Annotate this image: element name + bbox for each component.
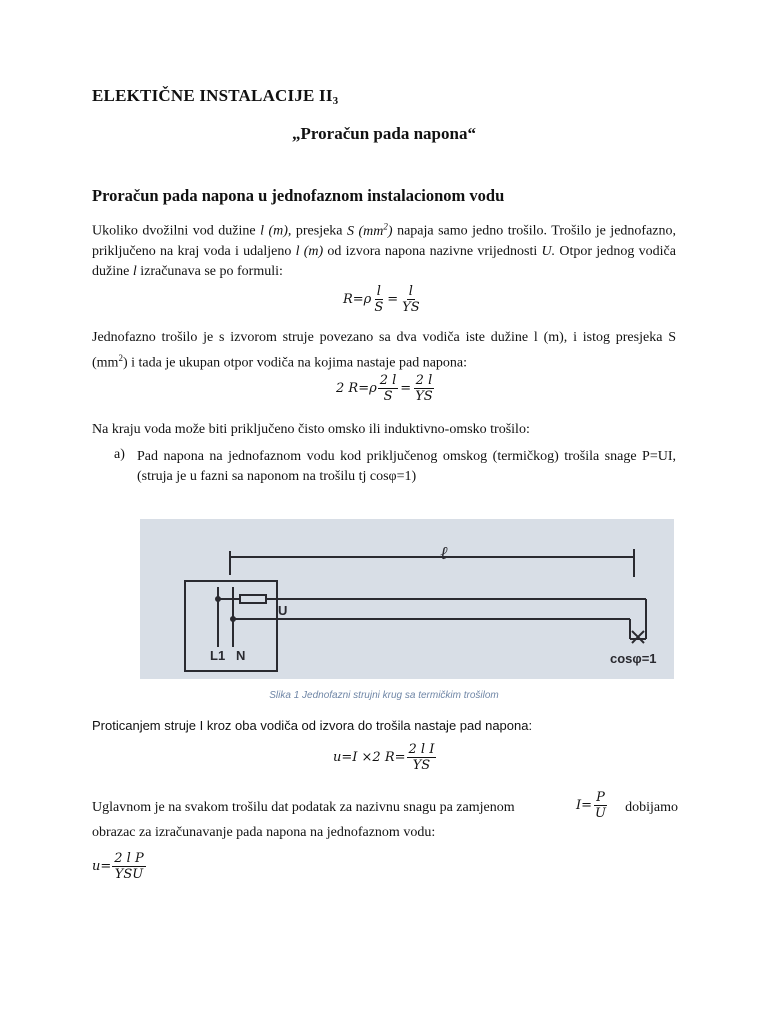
equation-current: I= $\frac{P}{U}$ bbox=[576, 790, 606, 821]
fraction: $\frac{P}{U}$ bbox=[595, 790, 606, 821]
circuit-figure bbox=[140, 519, 674, 679]
para1-text-5: Otpor jednog vodiča dužine bbox=[92, 243, 676, 279]
paragraph-2: Jednofazno trošilo je s izvorom struje povezano sa dva vodiča iste dužine l (m), i istog presjeka S $(mm^2)$ i tada je ukupan otpor vodiča na kojima nastaje pad napona: bbox=[92, 330, 676, 371]
equation-voltage-drop: u=I ×2 R= $\frac{\text{2 l I}}{YS}$ bbox=[333, 742, 435, 773]
label-U: U bbox=[278, 603, 288, 618]
para1-text-3: napaja samo jedno trošilo. Trošilo je jednofazno, priključeno na kraj voda i udaljeno bbox=[92, 223, 677, 259]
fuse-symbol bbox=[240, 595, 266, 603]
para1-text-6: izračunava se po formuli: bbox=[136, 263, 283, 279]
fraction: $\frac{l}{YS}$ bbox=[402, 284, 420, 315]
paragraph-3: Na kraju voda može biti priključeno čisto omsko ili induktivno-omsko trošilo: bbox=[92, 422, 530, 437]
list-marker: a) bbox=[114, 447, 125, 462]
label-N: N bbox=[236, 648, 246, 663]
label-cos-phi: cosφ=1 bbox=[610, 651, 657, 666]
section-heading: Proračun pada napona u jednofaznom instalacionom vodu bbox=[92, 186, 505, 205]
fraction: $\frac{l}{S}$ bbox=[374, 284, 384, 315]
equation-total-resistance: 2 R=ρ $\frac{2 l}{S}$ = $\frac{2 l}{YS}$ bbox=[336, 373, 433, 404]
fraction: $\frac{\text{2 l P}}{\text{YSU}}$ bbox=[114, 851, 144, 882]
paragraph-4: Proticanjem struje I kroz oba vodiča od izvora do trošila nastaje pad napona: bbox=[92, 718, 533, 733]
para1-var-S: S $(mm^2)$ bbox=[347, 221, 393, 239]
figure-caption: Slika 1 Jednofazni strujni krug sa termičkim trošilom bbox=[269, 690, 499, 701]
equation-final: u= $\frac{\text{2 l P}}{\text{YSU}}$ bbox=[92, 851, 144, 882]
paragraph-5-word: dobijamo bbox=[625, 800, 678, 815]
fraction: $\frac{\text{2 l I}}{YS}$ bbox=[408, 742, 435, 773]
title-subscript: 3 bbox=[332, 95, 339, 107]
equation-resistance: R=ρ $\frac{l}{S}$ = $\frac{l}{YS}$ bbox=[343, 284, 420, 315]
fraction: $\frac{2 l}{S}$ bbox=[379, 373, 397, 404]
document-title bbox=[92, 86, 338, 107]
title-text: ELEKTIČNE INSTALACIJE II bbox=[92, 86, 333, 105]
para1-var-l2: l (m) bbox=[295, 243, 324, 259]
paragraph-1 bbox=[92, 216, 676, 282]
label-L1: L1 bbox=[210, 648, 226, 663]
fraction: $\frac{2 l}{YS}$ bbox=[415, 373, 433, 404]
para1-text-2: presjeka bbox=[291, 223, 348, 239]
para1-var-U: U. bbox=[541, 243, 556, 259]
document-subtitle: „Proračun pada napona“ bbox=[292, 124, 476, 143]
para1-var-l3: l bbox=[132, 263, 137, 279]
para1-var-l: l (m), bbox=[260, 223, 292, 239]
label-length: ℓ bbox=[440, 543, 448, 564]
para1-text-1: Ukoliko dvožilni vod dužine bbox=[92, 223, 261, 239]
para1-text-4: od izvora napona nazivne vrijednosti bbox=[323, 243, 542, 259]
circuit-diagram bbox=[140, 519, 674, 679]
paragraph-5-line2: obrazac za izračunavanje pada napona na jednofaznom vodu: bbox=[92, 825, 436, 840]
list-item-a: Pad napona na jednofaznom vodu kod priključenog omskog (termičkog) trošila snage P=UI, (struja je u fazni sa naponom na trošilu tj cosφ=1) bbox=[137, 449, 676, 484]
paragraph-5-line1: Uglavnom je na svakom trošilu dat podatak za nazivnu snagu pa zamjenom bbox=[92, 800, 515, 815]
